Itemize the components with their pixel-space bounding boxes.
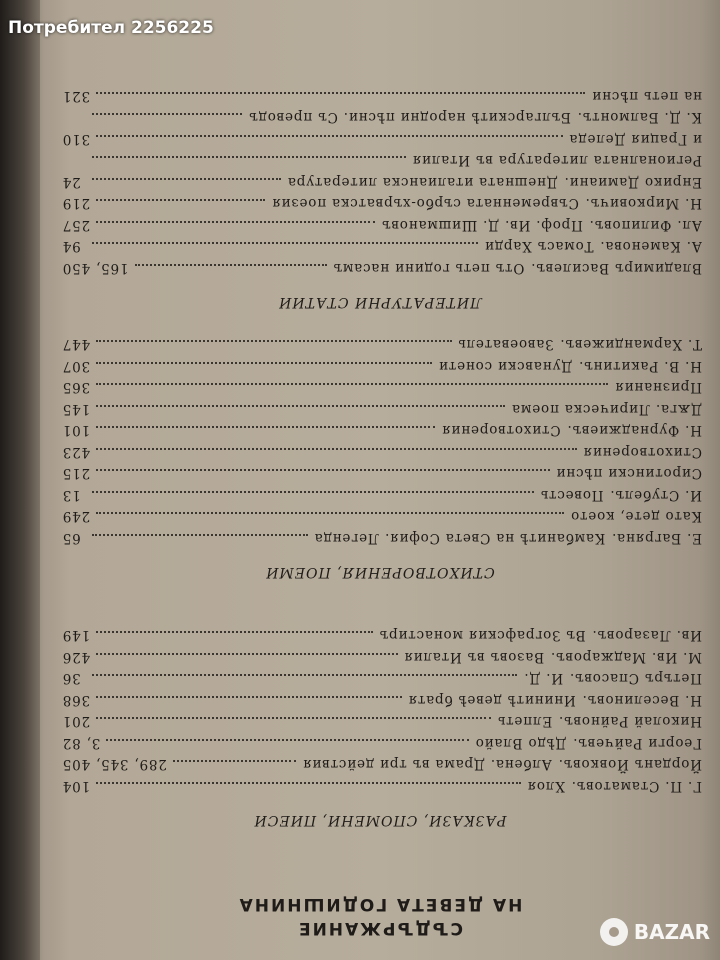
- toc-entry: [62, 395, 702, 417]
- entry-author: Ив. Лазаровъ.: [591, 627, 702, 644]
- entry-title: Повесть: [540, 487, 604, 503]
- toc-entry: [62, 211, 702, 233]
- entry-title: Въ Зографския монастиръ: [378, 627, 586, 644]
- bazar-logo-icon: [600, 918, 628, 946]
- entry-title: Стихотворения: [582, 444, 702, 460]
- dot-leader: [96, 362, 432, 364]
- dot-leader: [106, 739, 469, 741]
- dot-leader: [96, 221, 375, 223]
- entry-author: Георги Райчевъ.: [572, 735, 702, 751]
- entry-author: Н. В. Ракитинъ.: [578, 358, 702, 374]
- dot-leader: [96, 200, 265, 202]
- dot-leader: [173, 761, 296, 763]
- watermark-text: BAZAR: [633, 920, 710, 944]
- entry-author: К. Д. Балмонтъ.: [576, 109, 702, 126]
- toc-entry: [62, 665, 702, 687]
- entry-title: Съвременната сърбо-хърватска поезия: [271, 195, 579, 212]
- entry-title: и Грация Деледа: [568, 131, 702, 147]
- entry-pages: 94: [62, 238, 81, 255]
- dot-leader: [96, 470, 549, 472]
- entry-title: на петь пѣсни: [591, 88, 702, 104]
- toc-entry: [62, 331, 702, 353]
- entry-pages: 257: [62, 217, 91, 233]
- entry-author: Г. П. Стаматовъ.: [570, 778, 702, 794]
- entry-title: Елпеть: [497, 713, 553, 730]
- entry-title: Дѫга. Лирическа поема: [511, 401, 702, 417]
- toc-entry: [62, 524, 702, 546]
- entry-title: Албена. Драма въ три действия: [302, 756, 552, 773]
- entry-title: Завоеватель: [457, 336, 554, 353]
- dot-leader: [92, 178, 281, 180]
- toc-entry: [62, 503, 702, 525]
- entry-pages: 215: [62, 465, 91, 482]
- toc-entry: [62, 686, 702, 708]
- entry-pages: 24: [62, 174, 81, 190]
- section-title: РАЗКАЗИ, СПОМЕНИ, ПИЕСИ: [253, 812, 507, 828]
- toc-entry: [62, 772, 702, 794]
- dot-leader: [92, 114, 242, 116]
- toc-entry: [62, 168, 702, 190]
- entry-author: Т. Хармандижевъ.: [559, 336, 702, 353]
- entry-author: И. Стубелъ.: [609, 487, 702, 503]
- toc-entry: [62, 374, 702, 396]
- entry-title: Хлоя: [526, 778, 565, 794]
- toc-entry: [62, 254, 702, 276]
- entry-title: Отъ петь години насамъ: [332, 260, 525, 276]
- entry-pages: 165, 450: [62, 260, 129, 276]
- dot-leader: [96, 653, 397, 655]
- section-title: ЛИТЕРАТУРНИ СТАТИИ: [278, 294, 482, 310]
- entry-title: Като дете, което: [570, 508, 702, 525]
- entry-pages: 365: [62, 379, 91, 396]
- entry-pages: 3, 82: [62, 735, 101, 751]
- dot-leader: [96, 384, 608, 386]
- entry-author: М. Ив. Маджаровъ.: [550, 649, 702, 665]
- entry-title: Вазовъ въ Италия: [403, 649, 545, 665]
- entry-author: Н. Мирковичъ.: [584, 195, 702, 212]
- bazar-watermark: [600, 918, 710, 946]
- entry-author: Е. Багряна.: [611, 530, 702, 546]
- entry-title: Дѣдо Влайо: [474, 735, 567, 751]
- dot-leader: [96, 135, 563, 137]
- entry-title: Томасъ Харди: [484, 238, 594, 255]
- contents-page: [40, 0, 720, 960]
- entry-pages: 149: [62, 627, 91, 644]
- toc-entry: [62, 82, 702, 104]
- dot-leader: [92, 534, 308, 536]
- book-spine-edge: [0, 0, 40, 960]
- dot-leader: [96, 405, 505, 407]
- entry-title: Сиротински пѣсни: [555, 465, 702, 482]
- dot-leader: [96, 513, 564, 515]
- dot-leader: [96, 782, 521, 784]
- toc-entry: [62, 622, 702, 644]
- entry-pages: 101: [62, 422, 91, 439]
- toc-entry: [62, 125, 702, 147]
- dot-leader: [96, 696, 402, 698]
- dot-leader: [96, 341, 451, 343]
- entry-pages: 321: [62, 88, 91, 104]
- dot-leader: [96, 718, 491, 720]
- dot-leader: [92, 243, 478, 245]
- dot-leader: [96, 632, 373, 634]
- toc-entry: [62, 190, 702, 212]
- entry-title: И. Д.: [523, 670, 564, 687]
- toc-entry: [62, 352, 702, 374]
- entry-pages: 289, 345, 405: [62, 756, 167, 773]
- entry-author: Николай Райновъ.: [558, 713, 702, 730]
- toc-entry: [62, 751, 702, 773]
- entry-pages: 307: [62, 358, 91, 374]
- toc-entry: [62, 708, 702, 730]
- entry-pages: 447: [62, 336, 91, 353]
- toc-entry: [62, 643, 702, 665]
- entry-pages: 36: [62, 670, 81, 687]
- entry-author: Йорданъ Йовковъ.: [557, 756, 702, 773]
- entry-title: Ининитѣ девеѣ братя: [407, 692, 576, 708]
- entry-author: А. Каменова.: [599, 238, 702, 255]
- entry-pages: 104: [62, 778, 91, 794]
- entry-author: Н. Веселиновъ.: [581, 692, 702, 708]
- toc-entry: [62, 417, 702, 439]
- entry-pages: 65: [62, 530, 81, 546]
- entry-pages: 368: [62, 692, 91, 708]
- dot-leader: [96, 427, 435, 429]
- section-title: СТИХОТВОРЕНИЯ, ПОЕМИ: [265, 564, 495, 580]
- entry-pages: 249: [62, 508, 91, 525]
- toc-entry: [62, 438, 702, 460]
- toc-entry: [62, 460, 702, 482]
- dot-leader: [96, 92, 585, 94]
- toc-entry: [62, 104, 702, 126]
- entry-title: Българскитѣ народни пѣсни. Съ преводъ: [248, 109, 571, 126]
- entry-author: Енрико Дамиани.: [563, 174, 702, 190]
- entry-title: Днешната италианска литература: [287, 174, 558, 190]
- toc-entry: [62, 481, 702, 503]
- dot-leader: [92, 491, 534, 493]
- entry-pages: 13: [62, 487, 81, 503]
- toc-entry: [62, 147, 702, 169]
- entry-pages: 219: [62, 195, 91, 212]
- entry-title: Камбанитѣ на Света София. Легенда: [313, 530, 606, 546]
- entry-title: Проф. Ив. Д. Шишмановъ: [381, 217, 583, 233]
- toc-entry: [62, 233, 702, 255]
- entry-pages: 426: [62, 649, 91, 665]
- entry-title: Стихотворения: [441, 422, 561, 439]
- entry-pages: 310: [62, 131, 91, 147]
- entry-author: Ал. Филиповъ.: [588, 217, 702, 233]
- entry-title: Регионалната литература въ Италия: [411, 152, 702, 169]
- entry-title: Дунавски сонети: [438, 358, 573, 374]
- page-heading-line1: СЪДЪРЖАНИЕ: [296, 918, 464, 938]
- dot-leader: [135, 264, 327, 266]
- entry-pages: 145: [62, 401, 91, 417]
- entry-author: Владимиръ Василевъ.: [530, 260, 702, 276]
- dot-leader: [92, 675, 517, 677]
- dot-leader: [92, 157, 406, 159]
- entry-author: Петъръ Спасовъ.: [569, 670, 702, 687]
- entry-pages: 423: [62, 444, 91, 460]
- entry-pages: 201: [62, 713, 91, 730]
- seller-username: Потребител 2256225: [8, 18, 214, 38]
- entry-title: Признания: [614, 379, 702, 396]
- entry-author: Н. Фурнаджиевъ.: [566, 422, 702, 439]
- dot-leader: [96, 448, 577, 450]
- page-heading-line2: НА ДЕВЕТА ГОДИШНИНА: [237, 894, 523, 914]
- toc-entry: [62, 729, 702, 751]
